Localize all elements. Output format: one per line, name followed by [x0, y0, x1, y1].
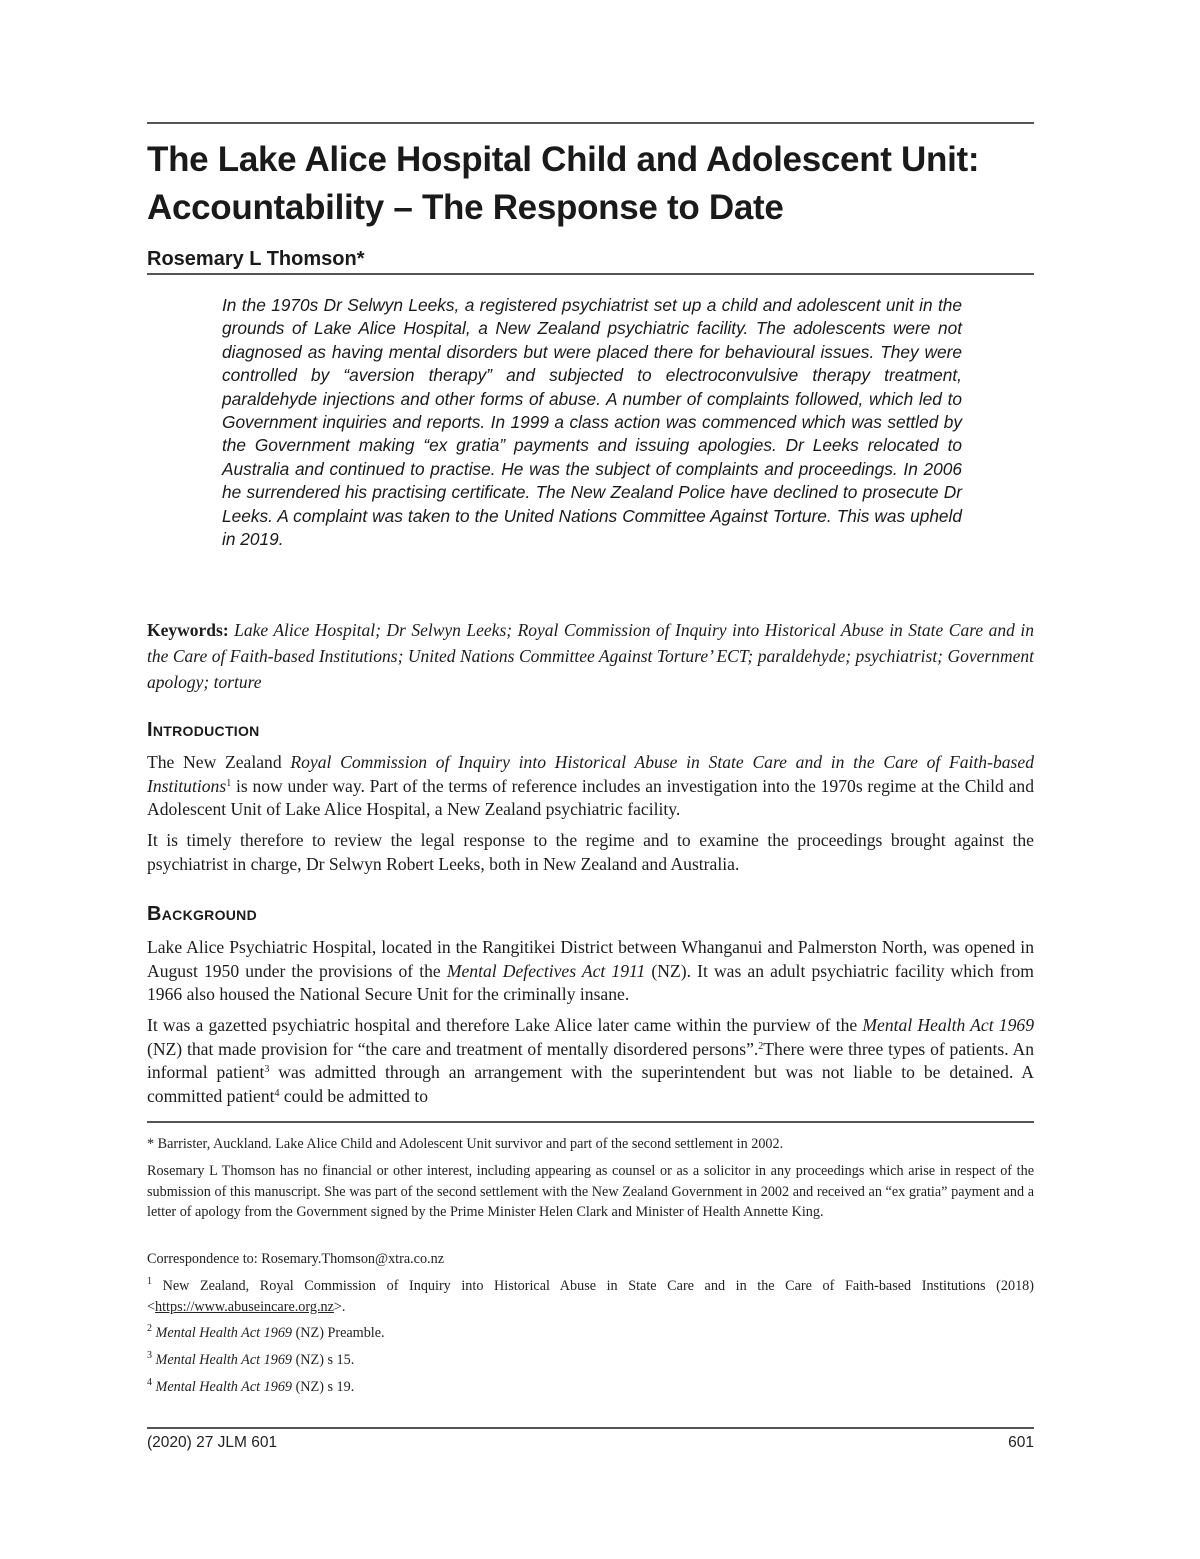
author-name: Rosemary L Thomson — [147, 248, 357, 270]
text: (NZ) s 19. — [292, 1379, 355, 1395]
background-paragraph-2 — [147, 1014, 1034, 1108]
footnote-number: 4 — [147, 1377, 152, 1388]
footnote-ref-4[interactable]: 4 — [274, 1087, 280, 1099]
text: (NZ) Preamble. — [292, 1325, 385, 1341]
page-number: 601 — [1008, 1434, 1034, 1451]
text: It was a gazetted psychiatric hospital and therefore Lake Alice later came within the purview of the — [147, 1015, 863, 1035]
top-rule — [147, 122, 1034, 124]
footnote-ref-2[interactable]: 2 — [758, 1040, 764, 1052]
background-paragraph-1 — [147, 936, 1034, 1007]
author-line — [147, 247, 364, 271]
footnote-correspondence: Correspondence to: Rosemary.Thomson@xtra.co.nz — [147, 1251, 445, 1267]
footer-rule — [147, 1427, 1034, 1429]
intro-paragraph-1 — [147, 751, 1034, 822]
journal-citation: (2020) 27 JLM 601 — [147, 1434, 278, 1451]
section-heading-background: Background — [147, 903, 257, 925]
footnote-rule — [147, 1121, 1034, 1123]
commission-title: Royal Commission of Inquiry into Historical Abuse in State Care and in the Care of Faith-based Institutions — [147, 752, 1034, 796]
text: Lake Alice Psychiatric Hospital, located in the Rangitikei District between Whanganui and Palmerston North, was opened in August 1950 under the provisions of the — [147, 937, 1034, 981]
footnote-number: 2 — [147, 1323, 152, 1334]
text: (NZ) s 15. — [292, 1352, 355, 1368]
footnote-3 — [147, 1350, 1034, 1371]
footnote-ref-1[interactable]: 1 — [226, 777, 232, 789]
abstract: In the 1970s Dr Selwyn Leeks, a registered psychiatrist set up a child and adolescent unit in the grounds of Lake Alice Hospital, a New Zealand psychiatric facility. The adolescents were not diagnosed as having mental disorders but were placed there for behavioural issues. They were controlled by “aversion therapy” and subjected to electroconvulsive therapy treatment, paraldehyde injections and other forms of abuse. A number of complaints followed, which led to Government inquiries and reports. In 1999 a class action was commenced which was settled by the Government making “ex gratia” payments and issuing apologies. Dr Leeks relocated to Australia and continued to practise. He was the subject of complaints and proceedings. In 2006 he surrendered his practising certificate. The New Zealand Police have declined to prosecute Dr Leeks. A complaint was taken to the United Nations Committee Against Torture. This was upheld in 2019. — [222, 295, 962, 550]
section-heading-introduction: Introduction — [147, 719, 260, 741]
text: could be admitted to — [279, 1085, 429, 1106]
act-title: Mental Health Act 1969 — [155, 1352, 293, 1368]
footnote-author: * Barrister, Auckland. Lake Alice Child and Adolescent Unit survivor and part of the second settlement in 2002. — [147, 1136, 784, 1152]
text: There were three types of patients. An informal patient — [147, 1038, 1035, 1083]
act-title: Mental Health Act 1969 — [862, 1015, 1034, 1035]
footnote-number: 3 — [147, 1350, 152, 1361]
text: is now under way. Part of the terms of reference includes an investigation into the 1970s regime at the Child and Adolescent Unit of Lake Alice Hospital, a New Zealand psychiatric facility. — [147, 775, 1034, 820]
keywords-label: Keywords: — [147, 620, 229, 640]
text: The New Zealand — [147, 752, 291, 772]
footnote-ref-3[interactable]: 3 — [264, 1064, 270, 1076]
author-rule — [147, 273, 1034, 275]
article-title: The Lake Alice Hospital Child and Adolescent Unit: Accountability – The Response to Date — [147, 140, 980, 227]
text: >. — [333, 1298, 346, 1315]
act-title: Mental Health Act 1969 — [155, 1325, 293, 1341]
text: was admitted through an arrangement with the superintendent but was not liable to be detained. A committed patient — [147, 1062, 1034, 1106]
text: (NZ) that made provision for “the care and treatment of mentally disordered persons”. — [147, 1038, 759, 1059]
keywords — [147, 617, 1034, 695]
abuseincare-link[interactable]: https://www.abuseincare.org.nz — [155, 1298, 334, 1315]
footnote-4 — [147, 1377, 1034, 1398]
author-footnote-marker: * — [356, 248, 365, 270]
footnote-number: 1 — [147, 1276, 152, 1287]
text: (NZ). It was an adult psychiatric facility which from 1966 also housed the National Secure Unit for the criminally insane. — [147, 960, 1034, 1005]
act-title: Mental Health Act 1969 — [155, 1379, 293, 1395]
intro-paragraph-2: It is timely therefore to review the legal response to the regime and to examine the proceedings brought against the psychiatrist in charge, Dr Selwyn Robert Leeks, both in New Zealand and Australia. — [147, 830, 1034, 874]
keywords-list: Lake Alice Hospital; Dr Selwyn Leeks; Royal Commission of Inquiry into Historical Abuse in State Care and in the Care of Faith-based Institutions; United Nations Committee Against Torture’ ECT; paraldehyde; psychiatrist; Government apology; torture — [147, 620, 1034, 692]
footnote-1 — [147, 1276, 1034, 1317]
act-title: Mental Defectives Act 1911 — [446, 960, 646, 981]
footnote-2 — [147, 1323, 1034, 1344]
footnote-disclosure: Rosemary L Thomson has no financial or other interest, including appearing as counsel or as a solicitor in any proceedings which arise in respect of the submission of this manuscript. She was part of the second settlement with the New Zealand Government in 2002 and received an “ex gratia” payment and a letter of apology from the Government signed by the Prime Minister Helen Clark and Minister of Health Annette King. — [147, 1163, 1034, 1221]
text: New Zealand, Royal Commission of Inquiry into Historical Abuse in State Care and in the Care of Faith-based Institutions (2018) < — [147, 1278, 1034, 1315]
